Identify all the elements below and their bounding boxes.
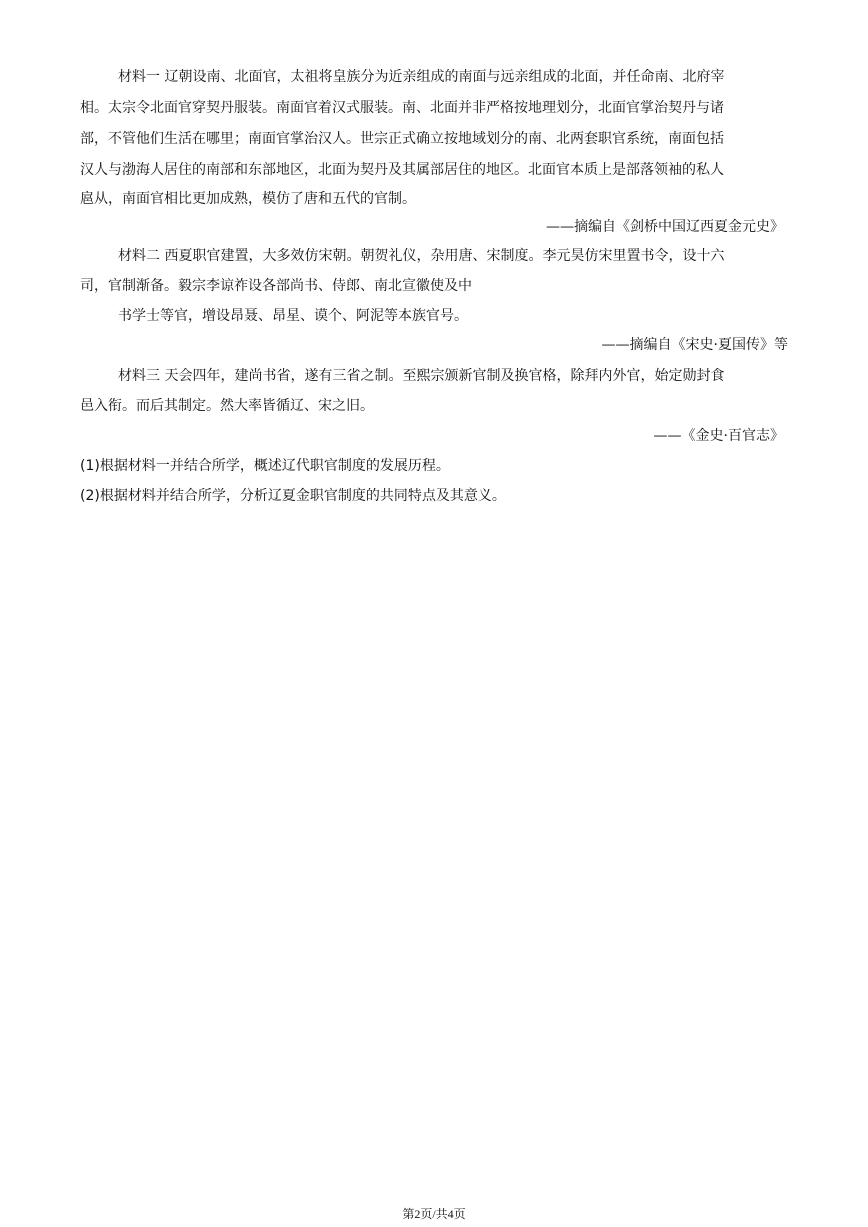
material-two-line: 材料二 西夏职官建置，大多效仿宋朝。朝贺礼仪，杂用唐、宋制度。李元昊仿宋里置书令，设十六	[118, 248, 725, 264]
question-one: (1)根据材料一并结合所学，概述辽代职官制度的发展历程。	[80, 458, 450, 474]
material-one-line: 部，不管他们生活在哪里；南面官掌治汉人。世宗正式确立按地域划分的南、北两套职官系统，南面包括	[80, 131, 724, 147]
material-one-line: 相。太宗令北面官穿契丹服装。南面官着汉式服装。南、北面并非严格按地理划分，北面官掌治契丹与诸	[80, 100, 724, 116]
question-two: (2)根据材料并结合所学，分析辽夏金职官制度的共同特点及其意义。	[80, 488, 506, 504]
material-three-source: ——《金史·百官志》	[653, 428, 784, 444]
material-two-line: 司，官制渐备。毅宗李谅祚设各部尚书、侍郎、南北宣徽使及中	[80, 278, 472, 294]
material-one-line: 材料一 辽朝设南、北面官，太祖将皇族分为近亲组成的南面与远亲组成的北面，并任命南、北府宰	[118, 69, 725, 85]
page-number-footer: 第2页/共4页	[402, 1207, 466, 1221]
material-two-source: ——摘编自《宋史·夏国传》等	[601, 337, 788, 353]
material-two-line: 书学士等官，增设昂聂、昂星、谟个、阿泥等本族官号。	[118, 308, 468, 324]
material-one-source: ——摘编自《剑桥中国辽西夏金元史》	[546, 219, 784, 235]
material-one-line: 汉人与渤海人居住的南部和东部地区，北面为契丹及其属部居住的地区。北面官本质上是部落领袖的私人	[80, 162, 724, 178]
material-one-line: 扈从，南面官相比更加成熟，模仿了唐和五代的官制。	[80, 191, 416, 207]
material-three-line: 邑入衔。而后其制定。然大率皆循辽、宋之旧。	[80, 398, 374, 414]
material-three-line: 材料三 天会四年，建尚书省，遂有三省之制。至熙宗颁新官制及换官格，除拜内外官，始定勋封食	[118, 368, 725, 384]
